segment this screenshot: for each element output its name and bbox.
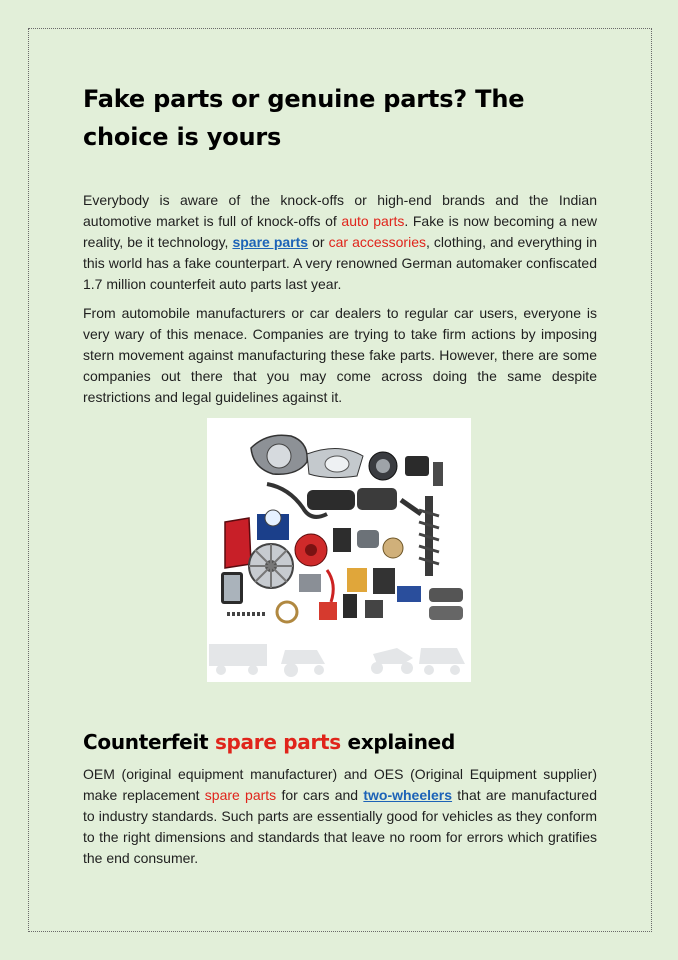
section-heading-suffix: explained (340, 730, 455, 754)
intro-paragraph (83, 190, 597, 295)
section-heading (83, 728, 455, 756)
intro-text-2: . Fake is now becoming a new reality, be it technology, (83, 213, 597, 250)
section-heading-highlight: spare parts (214, 730, 341, 754)
auto-parts-collage-image (207, 418, 471, 682)
section-heading-prefix: Counterfeit (83, 730, 215, 754)
auto-parts-collage-graphic (207, 418, 471, 682)
title-line-1: Fake parts or genuine parts? The (83, 85, 525, 113)
spare-parts-link[interactable]: spare parts (232, 234, 309, 250)
oem-text-1: OEM (original equipment manufacturer) and OES (Original Equipment supplier) make replacement (83, 766, 597, 803)
oem-text-2: for cars and (276, 787, 364, 803)
auto-parts-link[interactable]: auto parts (341, 213, 405, 229)
intro-text-1: Everybody is aware of the knock-offs or high-end brands and the Indian automotive market is full of knock-offs of (83, 192, 597, 229)
oem-paragraph (83, 764, 597, 869)
second-paragraph: From automobile manufacturers or car dealers to regular car users, everyone is very wary of this menace. Companies are trying to take firm actions by imposing stern movement against manufacturing these fake parts. However, there are some companies out there that you may come across doing the same despite restrictions and legal guidelines against it. (83, 305, 597, 405)
two-wheelers-link[interactable]: two-wheelers (363, 787, 453, 803)
oem-text-3: that are manufactured to industry standards. Such parts are essentially good for vehicles as they conform to the right dimensions and standards that leave no room for errors which gratifies the end consumer. (83, 787, 597, 866)
intro-text-3: or (308, 234, 329, 250)
title-line-2: choice is yours (83, 123, 282, 151)
article-body (83, 80, 597, 408)
intro-text-4: , clothing, and everything in this world has a fake counterpart. A very renowned German automaker confiscated 1.7 million counterfeit auto parts last year. (83, 234, 597, 292)
car-accessories-link[interactable]: car accessories (328, 234, 426, 250)
page-title (83, 80, 597, 156)
spare-parts-link-2[interactable]: spare parts (204, 787, 277, 803)
